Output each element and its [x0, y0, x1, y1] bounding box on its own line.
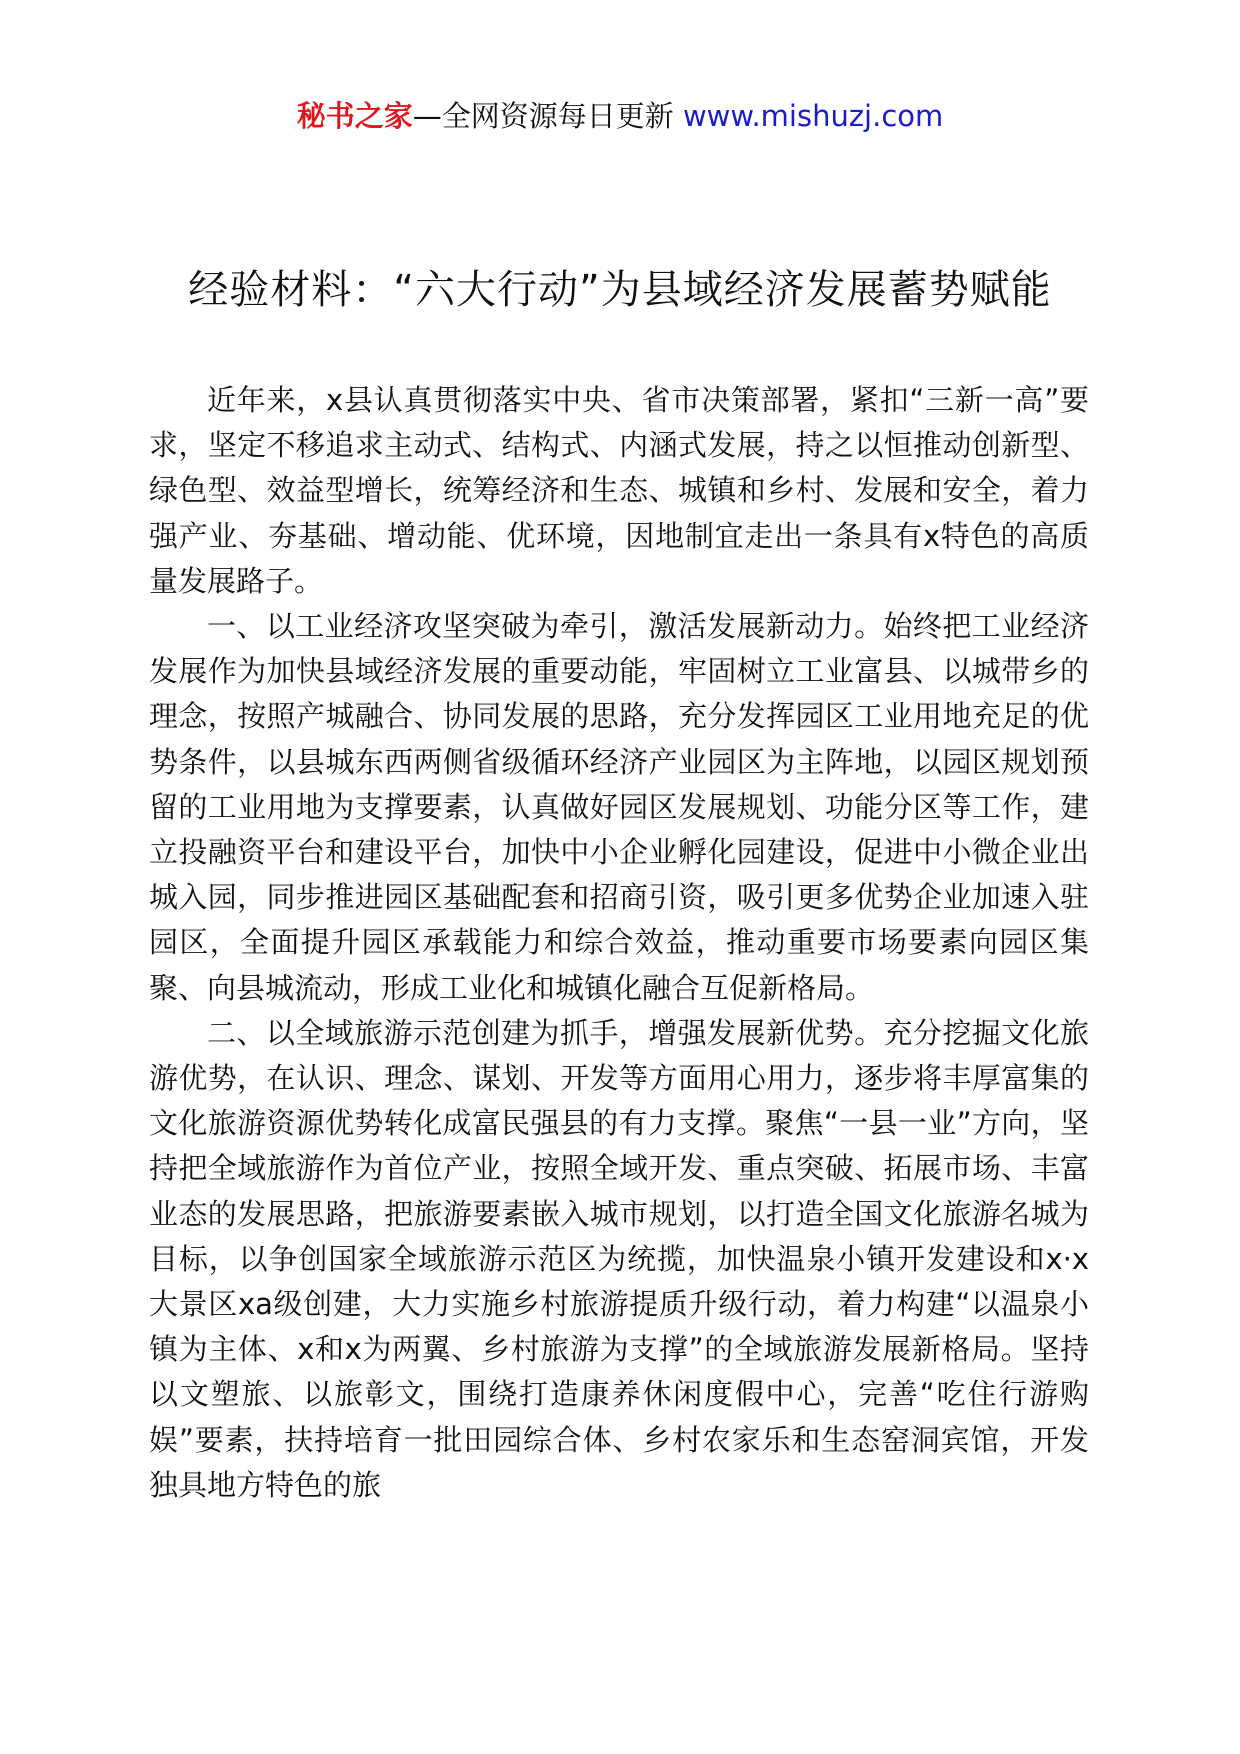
paragraph-intro: 近年来，x县认真贯彻落实中央、省市决策部署，紧扣“三新一高”要求，坚定不移追求主动式、结构式、内涵式发展，持之以恒推动创新型、绿色型、效益型增长，统筹经济和生态、城镇和乡村、发展和安全，着力强产业、夯基础、增动能、优环境，因地制宜走出一条具有x特色的高质量发展路子。 [149, 383, 1089, 598]
paragraph-section-2: 二、以全域旅游示范创建为抓手，增强发展新优势。充分挖掘文化旅游优势，在认识、理念、谋划、开发等方面用心用力，逐步将丰厚富集的文化旅游资源优势转化成富民强县的有力支撑。聚焦“一县一业”方向，坚持把全域旅游作为首位产业，按照全域开发、重点突破、拓展市场、丰富业态的发展思路，把旅游要素嵌入城市规划，以打造全国文化旅游名城为目标，以争创国家全域旅游示范区为统揽，加快温泉小镇开发建设和x·x大景区xa级创建，大力实施乡村旅游提质升级行动，着力构建“以温泉小镇为主体、x和x为两翼、乡村旅游为支撑”的全域旅游发展新格局。坚持以文塑旅、以旅彰文，围绕打造康养休闲度假中心，完善“吃住行游购娱”要素，扶持培育一批田园综合体、乡村农家乐和生态窑洞宾馆，开发独具地方特色的旅 [149, 1015, 1089, 1502]
site-brand: 秘书之家 [296, 99, 413, 133]
document-body [149, 378, 1089, 1508]
site-header [0, 96, 1240, 136]
paragraph-section-1: 一、以工业经济攻坚突破为牵引，激活发展新动力。始终把工业经济发展作为加快县域经济发展的重要动能，牢固树立工业富县、以城带乡的理念，按照产城融合、协同发展的思路，充分发挥园区工业用地充足的优势条件，以县城东西两侧省级循环经济产业园区为主阵地，以园区规划预留的工业用地为支撑要素，认真做好园区发展规划、功能分区等工作，建立投融资平台和建设平台，加快中小企业孵化园建设，促进中小微企业出城入园，同步推进园区基础配套和招商引资，吸引更多优势企业加速入驻园区，全面提升园区承载能力和综合效益，推动重要市场要素向园区集聚、向县城流动，形成工业化和城镇化融合互促新格局。 [149, 609, 1089, 1005]
site-url-link[interactable]: www.mishuzj.com [682, 99, 944, 133]
document-title: 经验材料：“六大行动”为县域经济发展蓄势赋能 [188, 267, 1052, 313]
site-slogan: —全网资源每日更新 [412, 99, 683, 133]
